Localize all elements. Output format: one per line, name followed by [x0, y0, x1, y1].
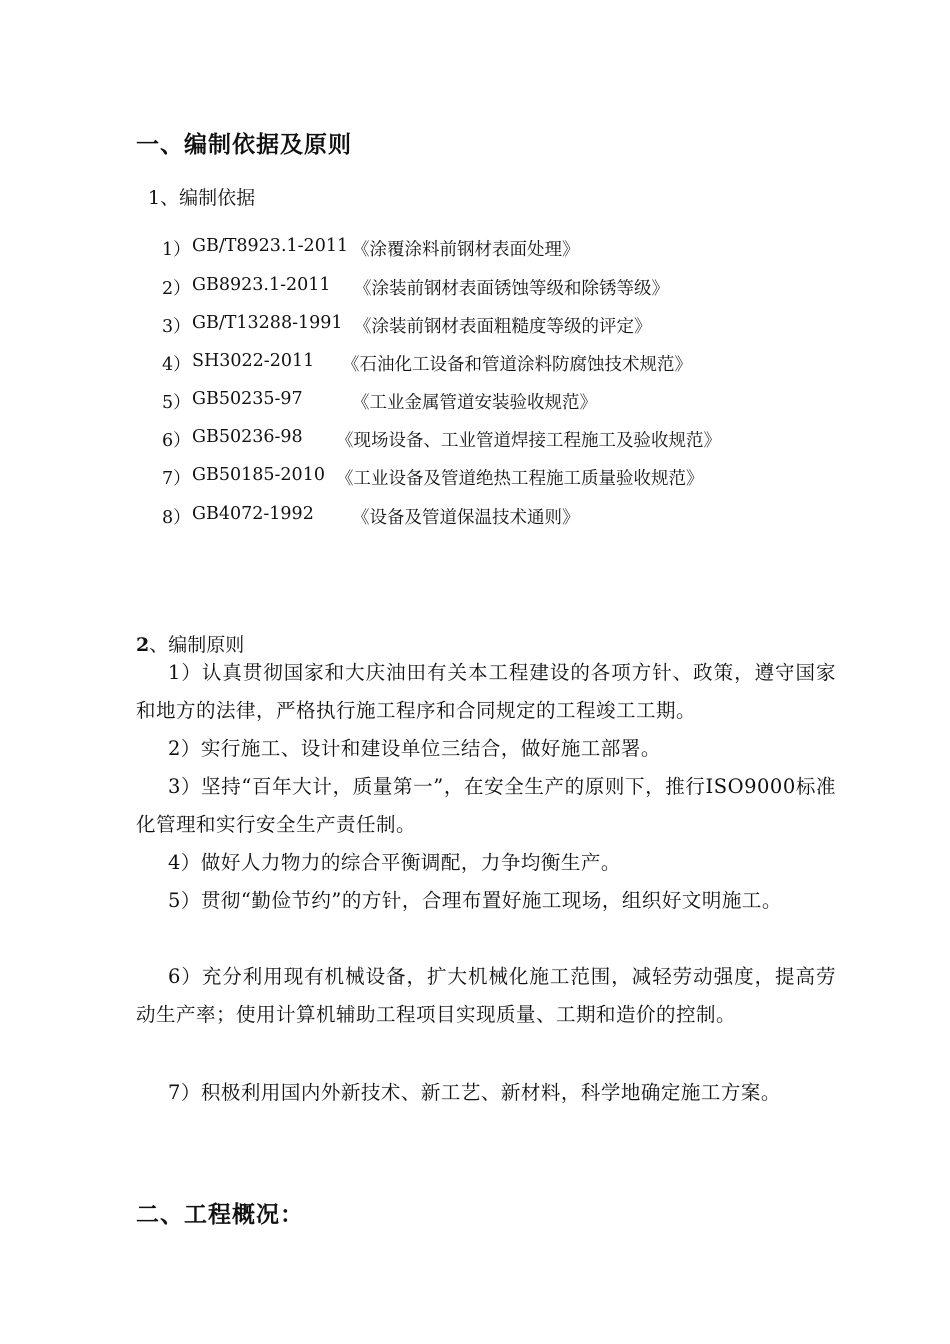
reference-title: 《工业金属管道安装验收规范》 — [352, 393, 597, 413]
reference-code: GB4072-1992 — [192, 504, 314, 524]
reference-number: 8） — [162, 508, 191, 528]
principle-paragraph: 3）坚持“百年大计，质量第一”，在安全生产的原则下，推行ISO9000标准化管理和实行安全生产责任制。 — [136, 775, 836, 836]
principle-paragraph: 2）实行施工、设计和建设单位三结合，做好施工部署。 — [168, 737, 661, 760]
principle-paragraph: 1）认真贯彻国家和大庆油田有关本工程建设的各项方针、政策，遵守国家和地方的法律，严格执行施工程序和合同规定的工程竣工工期。 — [136, 661, 836, 722]
reference-number: 2） — [162, 279, 191, 299]
reference-code: GB8923.1-2011 — [192, 275, 331, 295]
principle-paragraph: 6）充分利用现有机械设备，扩大机械化施工范围，减轻劳动强度，提高劳动生产率；使用计算机辅助工程项目实现质量、工期和造价的控制。 — [136, 965, 836, 1026]
reference-code: SH3022-2011 — [192, 351, 315, 371]
subsection-title: 、编制原则 — [149, 634, 245, 656]
reference-code: GB50185-2010 — [192, 465, 325, 485]
reference-title: 《工业设备及管道绝热工程施工质量验收规范》 — [336, 469, 704, 489]
reference-title: 《设备及管道保温技术通则》 — [352, 508, 580, 528]
reference-title: 《石油化工设备和管道涂料防腐蚀技术规范》 — [342, 355, 692, 375]
principle-paragraph: 7）积极利用国内外新技术、新工艺、新材料，科学地确定施工方案。 — [168, 1081, 781, 1104]
subsection-heading-principles — [136, 630, 244, 657]
reference-title: 《涂装前钢材表面锈蚀等级和除锈等级》 — [354, 279, 669, 299]
reference-number: 1） — [162, 240, 191, 260]
subsection-number: 2 — [136, 634, 150, 656]
reference-code: GB/T8923.1-2011 — [192, 236, 349, 256]
principle-paragraph: 5）贯彻“勤俭节约”的方针，合理布置好施工现场，组织好文明施工。 — [168, 889, 782, 912]
reference-code: GB50236-98 — [192, 427, 303, 447]
reference-title: 《现场设备、工业管道焊接工程施工及验收规范》 — [336, 431, 721, 451]
reference-number: 4） — [162, 355, 191, 375]
reference-number: 3） — [162, 317, 191, 337]
subsection-heading-basis: 1、编制依据 — [148, 187, 256, 209]
reference-code: GB50235-97 — [192, 389, 303, 409]
section-heading-basis-and-principles: 一、编制依据及原则 — [136, 132, 352, 158]
reference-number: 5） — [162, 393, 191, 413]
reference-number: 7） — [162, 469, 191, 489]
principle-paragraph: 4）做好人力物力的综合平衡调配，力争均衡生产。 — [168, 851, 621, 874]
reference-code: GB/T13288-1991 — [192, 313, 343, 333]
reference-number: 6） — [162, 431, 191, 451]
reference-title: 《涂覆涂料前钢材表面处理》 — [352, 240, 580, 260]
reference-title: 《涂装前钢材表面粗糙度等级的评定》 — [354, 317, 652, 337]
section-heading-project-overview: 二、工程概况： — [136, 1202, 304, 1228]
